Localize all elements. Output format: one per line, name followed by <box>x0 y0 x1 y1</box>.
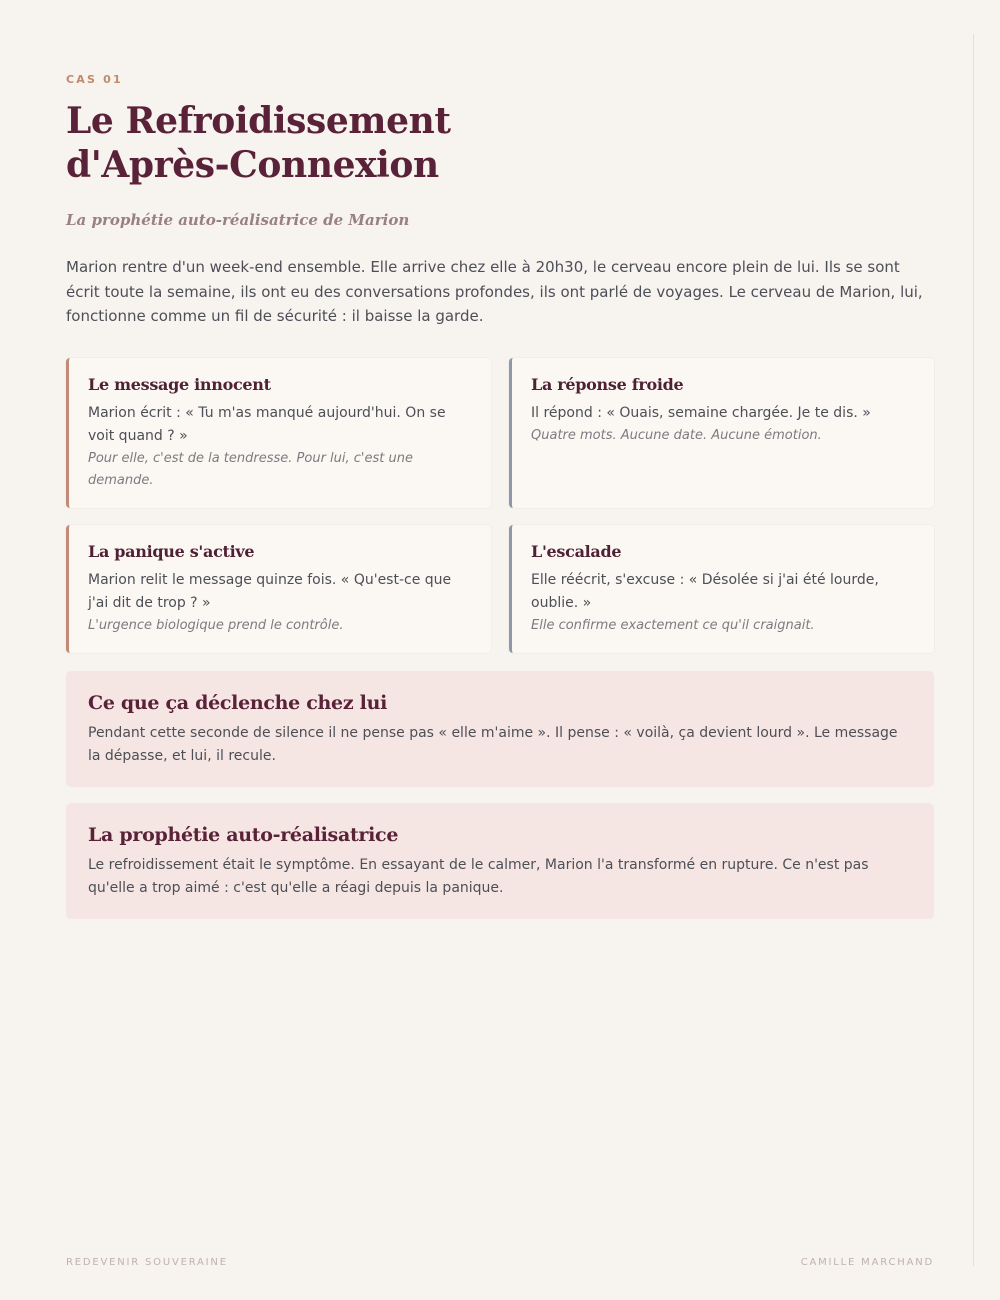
card-title: L'escalade <box>531 541 622 561</box>
card-note: Pour elle, c'est de la tendresse. Pour lui, c'est une demande. <box>88 450 413 488</box>
card-text: Elle réécrit, s'excuse : « Désolée si j'ai été lourde, oublie. » <box>531 571 879 611</box>
card-text: Marion écrit : « Tu m'as manqué aujourd'hui. On se voit quand ? » <box>88 404 446 444</box>
card-title: La panique s'active <box>88 541 255 561</box>
card-title: Le message innocent <box>88 374 271 394</box>
intro-paragraph: Marion rentre d'un week-end ensemble. Elle arrive chez elle à 20h30, le cerveau encore plein de lui. Ils se sont écrit toute la semaine, ils ont eu des conversations profondes, ils ont parlé de voyages. Le cerveau de Marion, lui, fonctionne comme un fil de sécurité : il baisse la garde. <box>66 258 923 325</box>
step-card-panic <box>66 525 491 653</box>
callout-his-reaction <box>66 671 934 787</box>
case-eyebrow: CAS 01 <box>66 73 123 86</box>
footer-book-title: REDEVENIR SOUVERAINE <box>66 1257 228 1268</box>
callout-text: Pendant cette seconde de silence il ne pense pas « elle m'aime ». Il pense : « voilà, ça devient lourd ». Le message la dépasse, et lui, il recule. <box>88 724 898 764</box>
card-text: Il répond : « Ouais, semaine chargée. Je te dis. » <box>531 404 871 421</box>
callout-text: Le refroidissement était le symptôme. En essayant de le calmer, Marion l'a transformé en rupture. Ce n'est pas qu'elle a trop aimé : c'est qu'elle a réagi depuis la panique. <box>88 856 869 896</box>
card-note: L'urgence biologique prend le contrôle. <box>88 617 344 633</box>
step-cards-grid <box>66 358 934 653</box>
step-card-cold-reply <box>509 358 934 508</box>
callout-title: Ce que ça déclenche chez lui <box>88 691 387 714</box>
card-title: La réponse froide <box>531 374 684 394</box>
card-note: Elle confirme exactement ce qu'il craignait. <box>531 617 815 633</box>
footer-author: CAMILLE MARCHAND <box>800 1257 934 1268</box>
card-note: Quatre mots. Aucune date. Aucune émotion. <box>531 427 822 443</box>
page-margin-rule <box>973 34 974 1266</box>
card-text: Marion relit le message quinze fois. « Qu'est-ce que j'ai dit de trop ? » <box>88 571 452 611</box>
case-page <box>66 73 934 919</box>
page-title: Le Refroidissement d'Après-Connexion <box>66 100 451 186</box>
callout-self-fulfilling-prophecy <box>66 803 934 919</box>
page-subtitle: La prophétie auto-réalisatrice de Marion <box>66 211 410 229</box>
callout-title: La prophétie auto-réalisatrice <box>88 823 399 846</box>
step-card-innocent-message <box>66 358 491 508</box>
step-card-escalation <box>509 525 934 653</box>
